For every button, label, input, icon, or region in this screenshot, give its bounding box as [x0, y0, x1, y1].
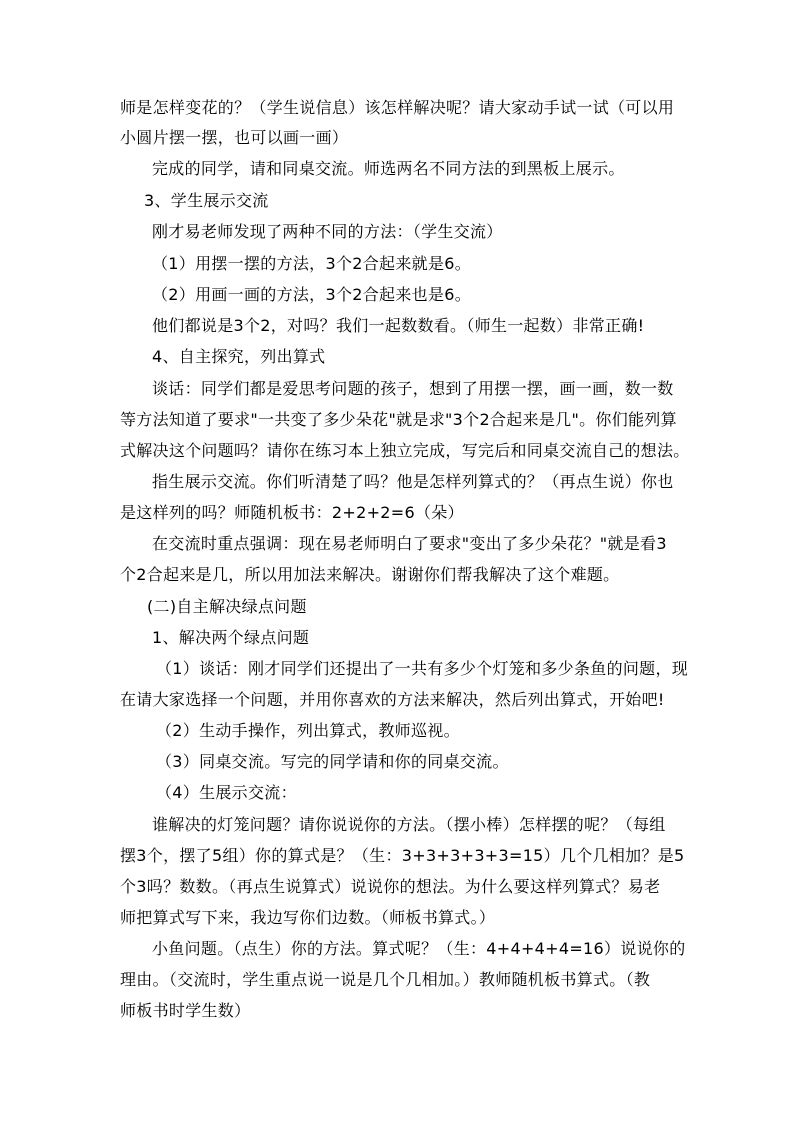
list-item: （2）生动手操作，列出算式，教师巡视。 — [156, 721, 460, 740]
paragraph-line: 个3吗？数数。（再点生说算式）说说你的想法。为什么要这样列算式？易老 — [120, 877, 661, 896]
paragraph-line: 谈话：同学们都是爱思考问题的孩子，想到了用摆一摆，画一画，数一数 — [152, 379, 674, 398]
paragraph-line: 指生展示交流。你们听清楚了吗？他是怎样列算式的？（再点生说）你也 — [152, 472, 674, 491]
paragraph-line: 等方法知道了要求"一共变了多少朵花"就是求"3个2合起来是几"。你们能列算 — [120, 410, 677, 429]
list-item: （1）用摆一摆的方法，3个2合起来就是6。 — [152, 254, 472, 273]
list-item: （1）谈话：刚才同学们还提出了一共有多少个灯笼和多少条鱼的问题，现 — [156, 659, 689, 678]
list-item: （3）同桌交流。写完的同学请和你的同桌交流。 — [156, 752, 509, 771]
paragraph-line: 式解决这个问题吗？请你在练习本上独立完成，写完后和同桌交流自己的想法。 — [120, 441, 690, 460]
paragraph-line: 摆3个，摆了5组）你的算式是？（生：3+3+3+3+3=15）几个几相加？是5 — [120, 846, 685, 865]
paragraph-line: 小圆片摆一摆，也可以画一画） — [120, 128, 349, 147]
paragraph-line: 师板书时学生数） — [120, 1001, 251, 1020]
paragraph-line: 理由。（交流时，学生重点说一说是几个几相加。）教师随机板书算式。（教 — [120, 970, 651, 989]
paragraph-line: 师把算式写下来，我边写你们边数。（师板书算式。） — [120, 908, 496, 927]
section-heading: (二)自主解决绿点问题 — [147, 597, 307, 616]
paragraph-line: 谁解决的灯笼问题？请你说说你的方法。（摆小棒）怎样摆的呢？（每组 — [152, 815, 666, 834]
paragraph-line: 他们都说是3个2，对吗？我们一起数数看。（师生一起数）非常正确! — [152, 316, 645, 335]
section-heading: 4、自主探究，列出算式 — [152, 347, 326, 366]
list-item: （4）生展示交流： — [156, 783, 297, 802]
section-heading: 1、解决两个绿点问题 — [152, 628, 310, 647]
paragraph-line: 完成的同学，请和同桌交流。师选两名不同方法的到黑板上展示。 — [152, 159, 625, 178]
paragraph-line: 在交流时重点强调：现在易老师明白了要求"变出了多少朵花？"就是看3 — [152, 534, 667, 553]
section-heading: 3、学生展示交流 — [144, 191, 269, 210]
paragraph-line: 刚才易老师发现了两种不同的方法：（学生交流） — [152, 222, 503, 241]
paragraph-line: 在请大家选择一个问题，并用你喜欢的方法来解决，然后列出算式，开始吧! — [120, 690, 665, 709]
paragraph-line: 是这样列的吗？师随机板书：2+2+2=6（朵） — [120, 503, 464, 522]
list-item: （2）用画一画的方法，3个2合起来也是6。 — [152, 285, 472, 304]
paragraph-line: 小鱼问题。（点生）你的方法。算式呢？（生：4+4+4+4=16）说说你的 — [152, 939, 686, 958]
paragraph-line: 师是怎样变花的？（学生说信息）该怎样解决呢？请大家动手试一试（可以用 — [120, 98, 675, 117]
paragraph-line: 个2合起来是几，所以用加法来解决。谢谢你们帮我解决了这个难题。 — [120, 565, 620, 584]
